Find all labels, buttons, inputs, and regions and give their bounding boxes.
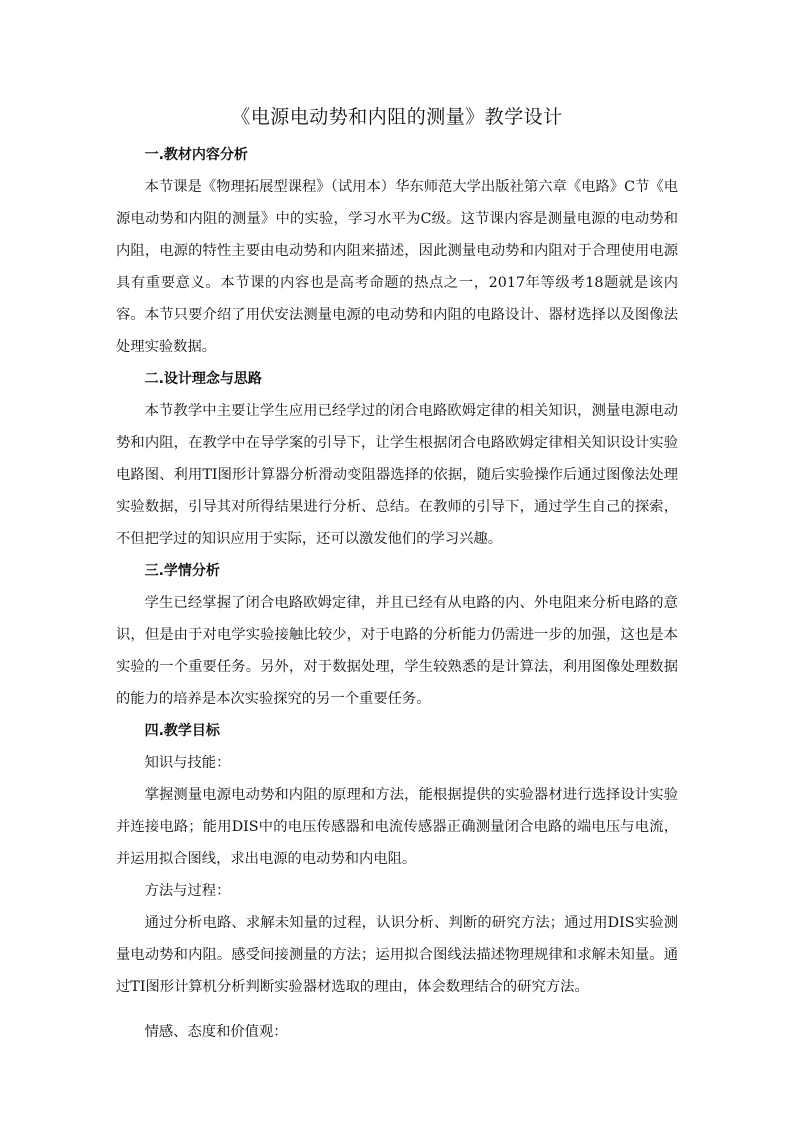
paragraph: 本节课是《物理拓展型课程》（试用本）华东师范大学出版社第六章《电路》C节《电源电动势和内阻的测量》中的实验，学习水平为C级。这节课内容是测量电源的电动势和内阻，电源的特性主要由电动势和内阻来描述，因此测量电动势和内阻对于合理使用电源具有重要意义。本节课的内容也是高考命题的热点之一，2017年等级考18题就是该内容。本节只要介绍了用伏安法测量电源的电动势和内阻的电路设计、器材选择以及图像法处理实验数据。 [116,179,678,355]
paragraph: 掌握测量电源电动势和内阻的原理和方法，能根据提供的实验器材进行选择设计实验并连接电路；能用DIS中的电压传感器和电流传感器正确测量闭合电路的端电压与电流，并运用拟合图线，求出电源的电动势和内电阻。 [116,787,678,867]
subheading-attitude: 情感、态度和价值观： [144,1024,288,1040]
document-title: 《电源电动势和内阻的测量》教学设计 [231,106,563,128]
spacer [116,1003,678,1016]
document-body [116,139,678,1048]
paragraph: 本节教学中主要让学生应用已经学过的闭合电路欧姆定律的相关知识，测量电源电动势和内阻，在教学中在导学案的引导下，让学生根据闭合电路欧姆定律相关知识设计实验电路图、利用TI图形计算器分析滑动变阻器选择的依据，随后实验操作后通过图像法处理实验数据，引导其对所得结果进行分析、总结。在教师的引导下，通过学生自己的探索，不但把学过的知识应用于实际，还可以激发他们的学习兴趣。 [116,403,678,547]
subheading-method: 方法与过程： [144,883,231,899]
section-heading: 四.教学目标 [144,723,220,739]
subheading-knowledge: 知识与技能： [144,755,231,771]
paragraph: 学生已经掌握了闭合电路欧姆定律，并且已经有从电路的内、外电阻来分析电路的意识，但是由于对电学实验接触比较少，对于电路的分析能力仍需进一步的加强，这也是本实验的一个重要任务。另外，对于数据处理，学生较熟悉的是计算法，利用图像处理数据的能力的培养是本次实验探究的另一个重要任务。 [116,595,678,707]
paragraph: 通过分析电路、求解未知量的过程，认识分析、判断的研究方法；通过用DIS实验测量电动势和内阻。感受间接测量的方法；运用拟合图线法描述物理规律和求解未知量。通过TI图形计算机分析判断实验器材选取的理由，体会数理结合的研究方法。 [116,915,678,995]
section-heading: 一.教材内容分析 [144,147,248,163]
section-heading: 三.学情分析 [144,563,220,579]
section-heading: 二.设计理念与思路 [144,371,262,387]
